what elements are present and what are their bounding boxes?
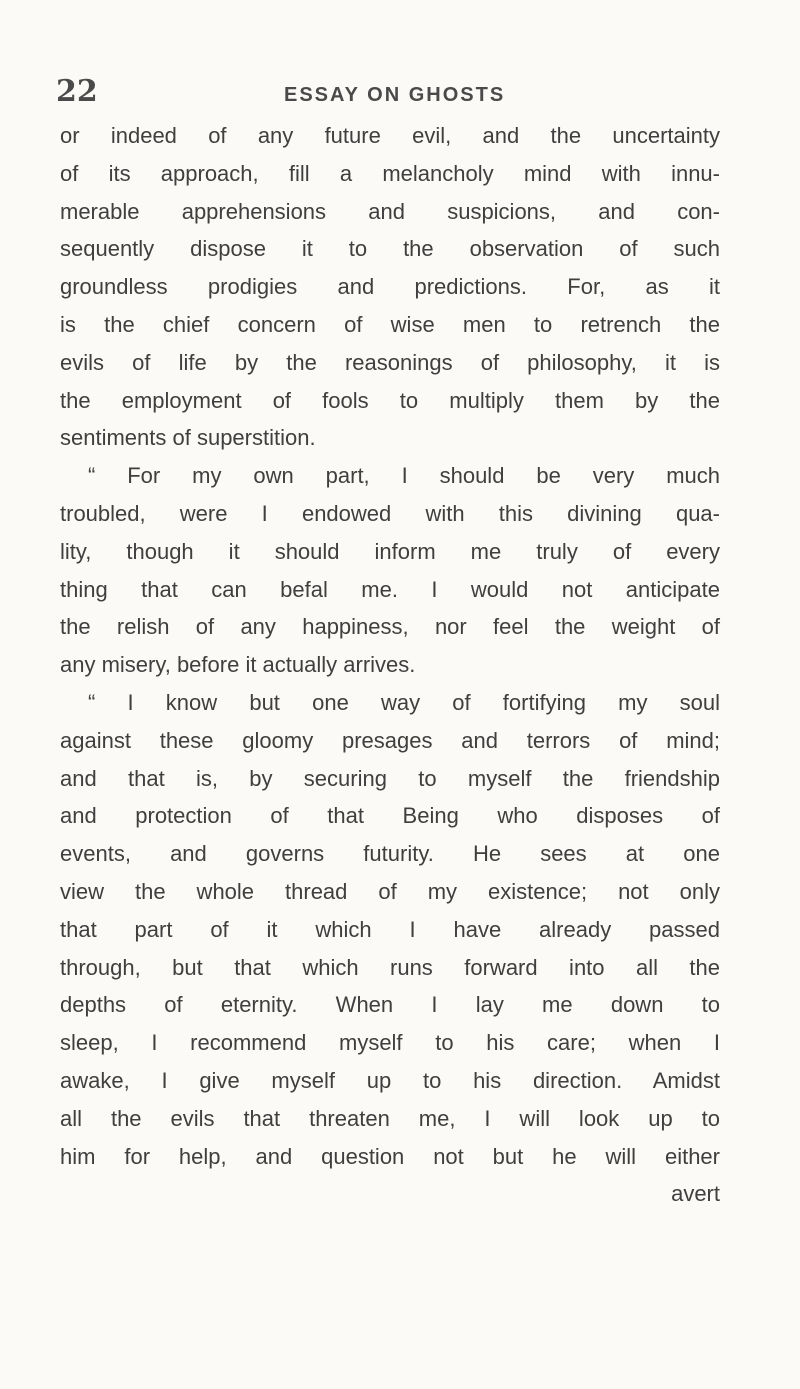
text-line: lity, though it should inform me truly of every [60, 538, 720, 564]
text-line: troubled, were I endowed with this divining qua- [60, 500, 720, 526]
text-line: sleep, I recommend myself to his care; when I [60, 1030, 720, 1056]
text-line: any misery, before it actually arrives. [60, 652, 416, 678]
text-line: depths of eternity. When I lay me down to [60, 992, 720, 1018]
page-number: 22 [56, 74, 98, 109]
text-line: sentiments of superstition. [60, 425, 316, 451]
text-line: events, and governs futurity. He sees at one [60, 841, 720, 867]
text-line: the employment of fools to multiply them by the [60, 387, 720, 413]
text-line: merable apprehensions and suspicions, and con- [60, 198, 720, 224]
text-line: him for help, and question not but he will either [60, 1143, 720, 1169]
body-text [60, 117, 720, 1213]
text-line: through, but that which runs forward into all the [60, 954, 720, 980]
catchword: avert [671, 1181, 720, 1207]
text-line: the relish of any happiness, nor feel the weight of [60, 614, 720, 640]
text-line: and protection of that Being who disposes of [60, 803, 720, 829]
text-line: of its approach, fill a melancholy mind with innu- [60, 160, 720, 186]
text-line: evils of life by the reasonings of philosophy, it is [60, 349, 720, 375]
running-head: ESSAY ON GHOSTS [284, 84, 506, 106]
text-line: awake, I give myself up to his direction. Amidst [60, 1067, 720, 1093]
text-line: groundless prodigies and predictions. For, as it [60, 274, 720, 300]
text-line: that part of it which I have already passed [60, 916, 720, 942]
text-line: “ I know but one way of fortifying my soul [88, 689, 720, 715]
text-line: thing that can befal me. I would not anticipate [60, 576, 720, 602]
text-line: against these gloomy presages and terrors of mind; [60, 727, 720, 753]
text-line: sequently dispose it to the observation of such [60, 236, 720, 262]
page-header [56, 74, 716, 114]
text-line: view the whole thread of my existence; not only [60, 878, 720, 904]
text-line: is the chief concern of wise men to retrench the [60, 311, 720, 337]
text-line: “ For my own part, I should be very much [88, 463, 720, 489]
text-line: and that is, by securing to myself the friendship [60, 765, 720, 791]
text-line: or indeed of any future evil, and the uncertainty [60, 123, 720, 148]
text-line: all the evils that threaten me, I will look up to [60, 1105, 720, 1131]
